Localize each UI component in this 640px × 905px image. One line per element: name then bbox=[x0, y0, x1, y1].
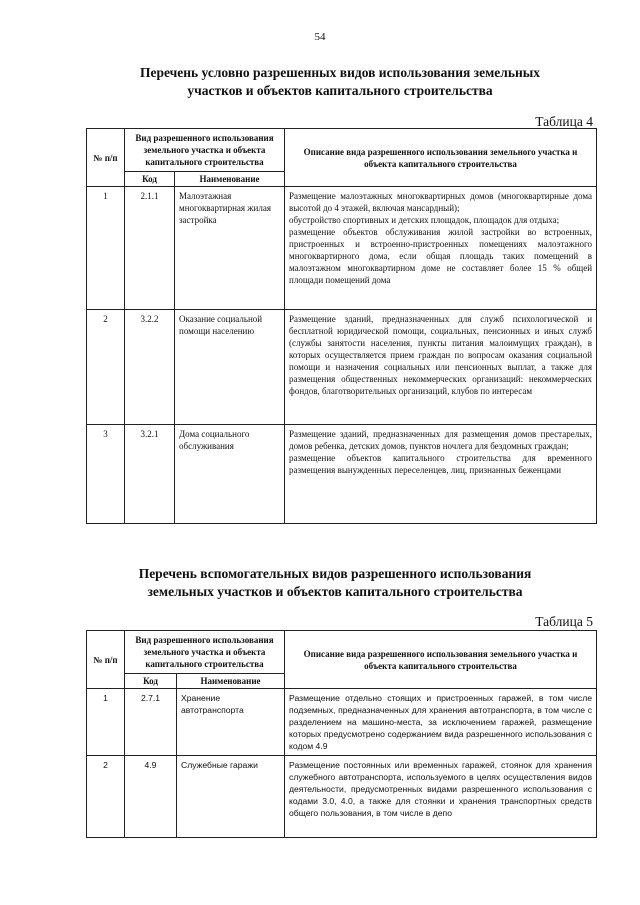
section2-title-line2: земельных участков и объектов капитального строительства bbox=[147, 584, 523, 599]
row-name: Малоэтажная многоквартирная жилая застройка bbox=[175, 187, 285, 310]
row-num: 1 bbox=[87, 689, 125, 756]
table-row bbox=[87, 425, 597, 524]
header-name: Наименование bbox=[177, 674, 285, 689]
row-code: 3.2.2 bbox=[125, 310, 175, 425]
section1-title-line1: Перечень условно разрешенных видов использования земельных bbox=[139, 65, 541, 80]
header-code: Код bbox=[125, 172, 175, 187]
row-num: 2 bbox=[87, 310, 125, 425]
section2-title bbox=[80, 565, 590, 601]
desc-paragraph: размещение объектов капитального строительства для временного размещения вынужденных переселенцев, лиц, признанных беженцами bbox=[289, 453, 593, 475]
row-desc bbox=[285, 689, 597, 756]
row-desc bbox=[285, 756, 597, 838]
row-code: 4.9 bbox=[125, 756, 177, 838]
desc-paragraph: Размещение отдельно стоящих и пристроенных гаражей, в том числе подземных, предназначенных для хранения автотранспорта, в том числе с разделением на машино-места, за исключением гаражей, размещение которых предусмотрено содержанием вида разрешенного использования с кодом 4.9 bbox=[289, 693, 593, 751]
table-row bbox=[87, 756, 597, 838]
row-name: Дома социального обслуживания bbox=[175, 425, 285, 524]
row-name: Хранение автотранспорта bbox=[177, 689, 285, 756]
section1-title-line2: участков и объектов капитального строительства bbox=[187, 83, 493, 98]
row-num: 2 bbox=[87, 756, 125, 838]
desc-paragraph: Размещение постоянных или временных гаражей, стоянок для хранения служебного автотранспорта, используемого в целях осуществления видов деятельности, предусмотренных видами разрешенного использования с кодами 3.0, 4.0, а также для стоянки и хранения транспортных средств общего пользования, в том числе в депо bbox=[289, 760, 593, 818]
header-group: Вид разрешенного использования земельного участка и объекта капитального строительства bbox=[125, 129, 285, 172]
table4 bbox=[86, 128, 597, 524]
desc-paragraph: Размещение зданий, предназначенных для размещения домов престарелых, домов ребенка, детских домов, пунктов ночлега для бездомных граждан; bbox=[289, 429, 593, 451]
section1-title bbox=[90, 64, 590, 100]
header-desc: Описание вида разрешенного использования земельного участка и объекта капитального строительства bbox=[285, 129, 597, 187]
header-num: № п/п bbox=[87, 631, 125, 689]
row-desc bbox=[285, 310, 597, 425]
desc-paragraph: Размещение малоэтажных многоквартирных домов (многоквартирные дома высотой до 4 этажей, включая мансардный); bbox=[289, 191, 593, 213]
page-number: 54 bbox=[314, 31, 326, 43]
row-code: 3.2.1 bbox=[125, 425, 175, 524]
row-code: 2.7.1 bbox=[125, 689, 177, 756]
desc-paragraph: размещение объектов обслуживания жилой застройки во встроенных, пристроенных и встроенно-пристроенных помещениях малоэтажного многоквартирного дома, если общая площадь таких помещений в малоэтажном многоквартирном доме не составляет более 15 % общей площади помещений дома bbox=[289, 227, 593, 285]
section2-title-line1: Перечень вспомогательных видов разрешенного использования bbox=[138, 566, 532, 581]
row-name: Служебные гаражи bbox=[177, 756, 285, 838]
row-desc bbox=[285, 187, 597, 310]
row-name: Оказание социальной помощи населению bbox=[175, 310, 285, 425]
table4-label: Таблица 4 bbox=[535, 114, 593, 129]
table5-label: Таблица 5 bbox=[535, 614, 593, 629]
header-desc: Описание вида разрешенного использования земельного участка и объекта капитального строительства bbox=[285, 631, 597, 689]
desc-paragraph: Размещение зданий, предназначенных для служб психологической и бесплатной юридической помощи, социальных, пенсионных и иных служб (службы занятости населения, пункты питания малоимущих граждан), в которых осуществляется прием граждан по вопросам оказания социальной помощи и назначения социальных или пенсионных выплат, а также для размещения общественных некоммерческих организаций: некоммерческих фондов, благотворительных организаций, клубов по интересам bbox=[289, 314, 593, 396]
table-row bbox=[87, 310, 597, 425]
table-row bbox=[87, 689, 597, 756]
row-code: 2.1.1 bbox=[125, 187, 175, 310]
table-row bbox=[87, 187, 597, 310]
table5 bbox=[86, 630, 597, 838]
header-num: № п/п bbox=[87, 129, 125, 187]
desc-paragraph: обустройство спортивных и детских площадок, площадок для отдыха; bbox=[289, 215, 560, 225]
row-desc bbox=[285, 425, 597, 524]
row-num: 1 bbox=[87, 187, 125, 310]
header-code: Код bbox=[125, 674, 177, 689]
header-name: Наименование bbox=[175, 172, 285, 187]
header-group: Вид разрешенного использования земельного участка и объекта капитального строительства bbox=[125, 631, 285, 674]
row-num: 3 bbox=[87, 425, 125, 524]
